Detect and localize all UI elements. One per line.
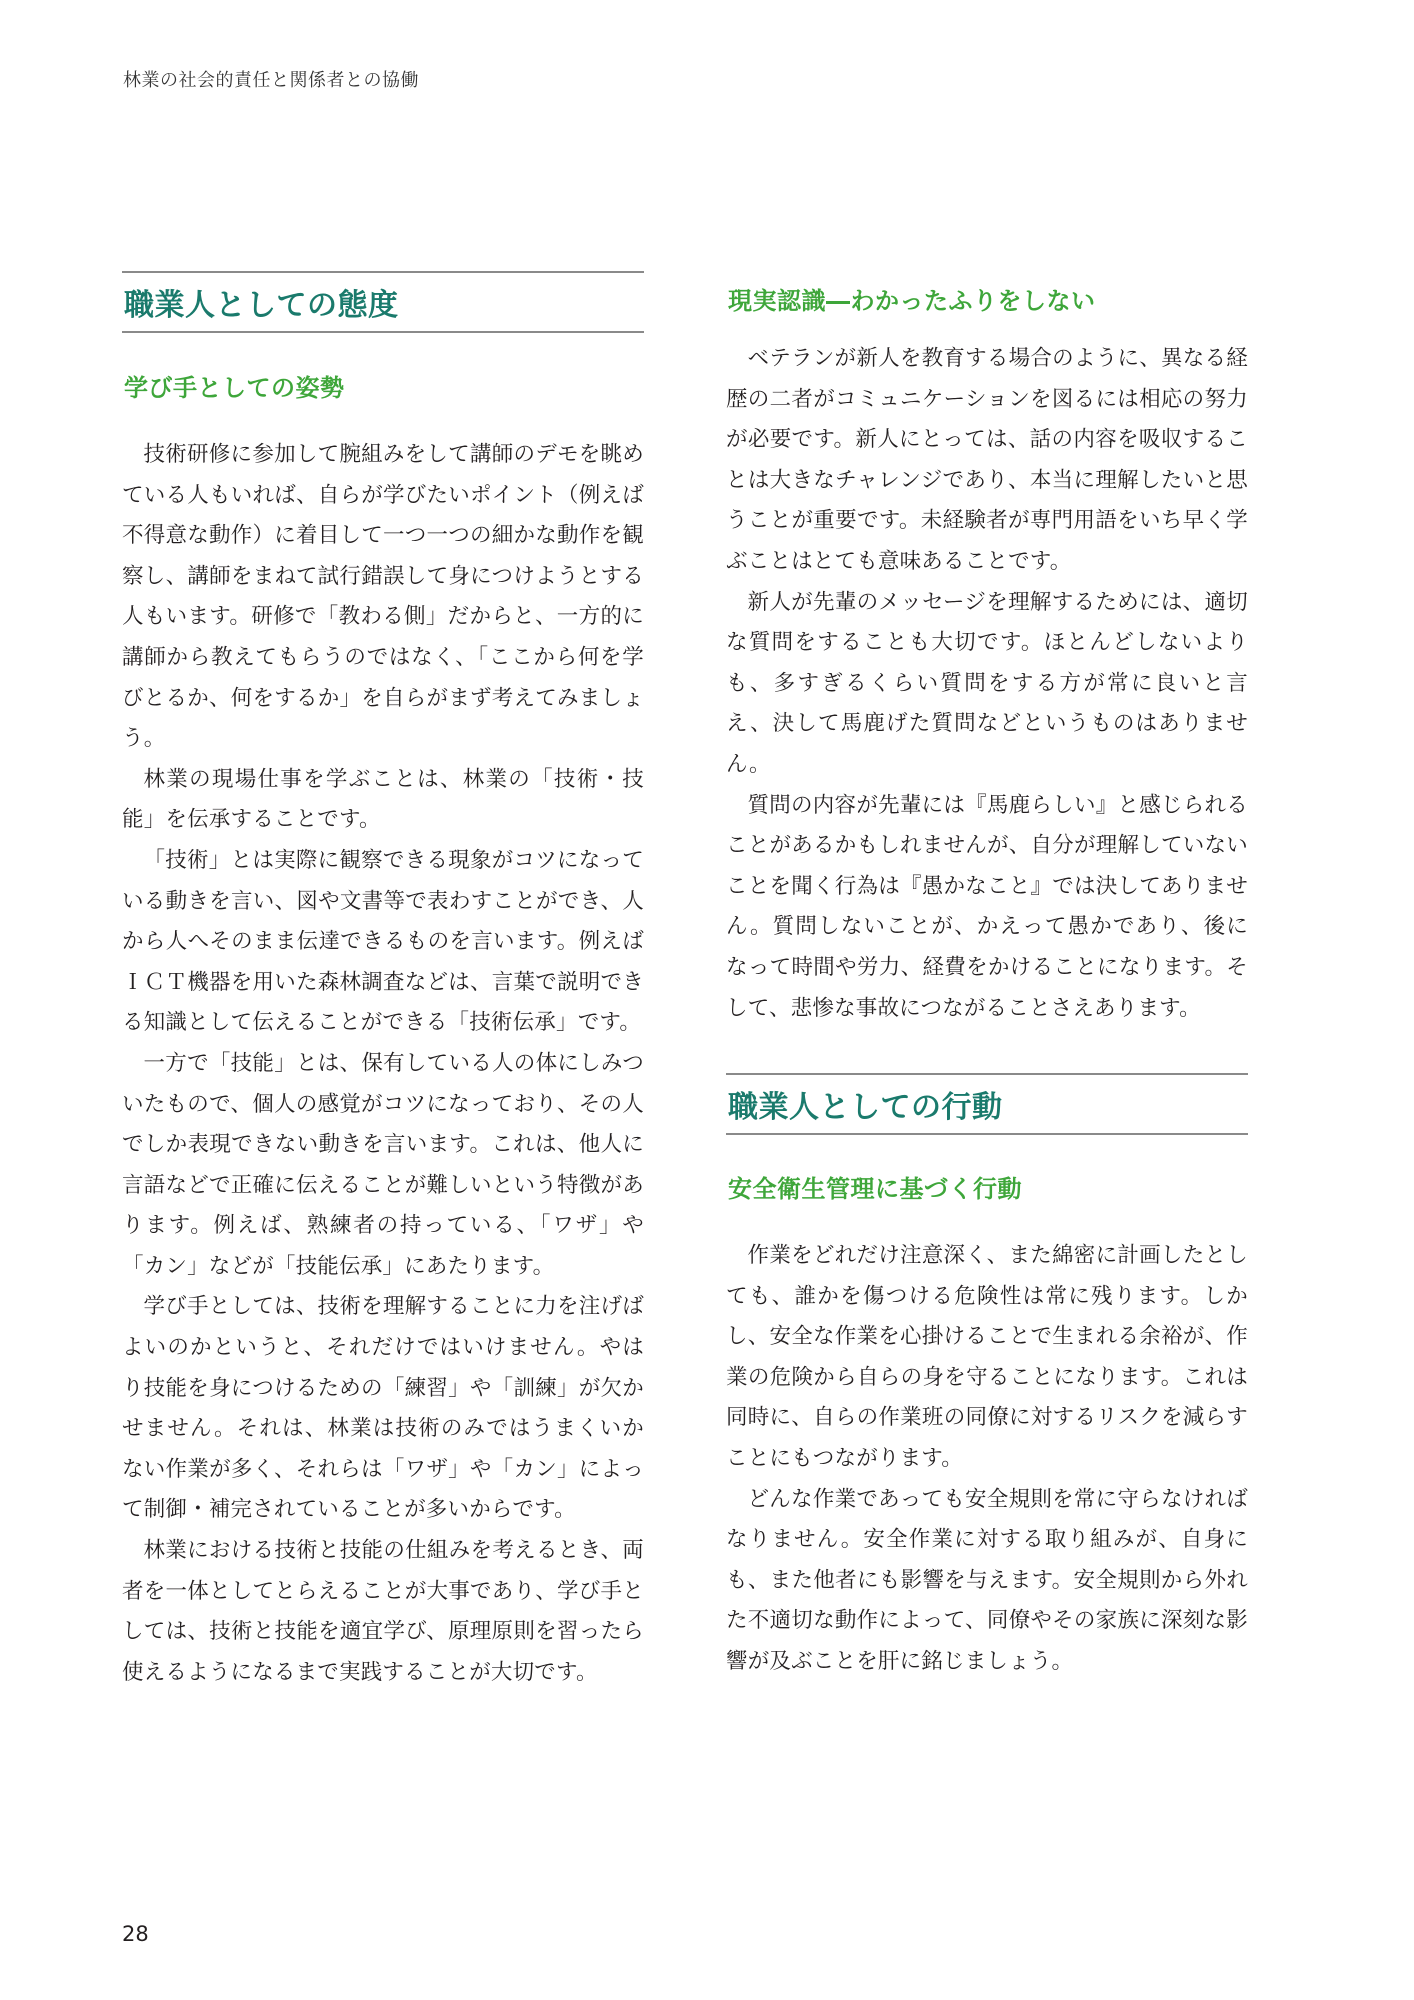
paragraph: 林業の現場仕事を学ぶことは、林業の「技術・技能」を伝承することです。 [122,766,644,833]
section-title-behavior [726,1073,1248,1135]
paragraph: 作業をどれだけ注意深く、また綿密に計画したとしても、誰かを傷つける危険性は常に残ります。しかし、安全な作業を心掛けることで生まれる余裕が、作業の危険から自らの身を守ることになります。これは同時に、自らの作業班の同僚に対するリスクを減らすことにもつながります。 [726,1243,1248,1472]
paragraph: 林業における技術と技能の仕組みを考えるとき、両者を一体としてとらえることが大事であり、学び手としては、技術と技能を適宜学び、原理原則を習ったら使えるようになるまで実践することが大切です。 [122,1538,644,1685]
right-column [726,271,1248,1683]
left-column [122,271,644,1693]
page-number: 28 [122,1922,149,1946]
paragraph: ベテランが新人を教育する場合のように、異なる経歴の二者がコミュニケーションを図るには相応の努力が必要です。新人にとっては、話の内容を吸収することは大きなチャレンジであり、本当に理解したいと思うことが重要です。未経験者が専門用語をいち早く学ぶことはとても意味あることです。 [726,346,1248,574]
paragraph: 「技術」とは実際に観察できる現象がコツになっている動きを言い、図や文書等で表わすことができ、人から人へそのまま伝達できるものを言います。例えばＩＣＴ機器を用いた森林調査などは、言葉で説明できる知識として伝えることができる「技術伝承」です。 [122,847,644,1036]
section-title-text: 職業人としての行動 [728,1090,1003,1126]
subsection-title-learner: 学び手としての姿勢 [124,374,345,402]
paragraph: 学び手としては、技術を理解することに力を注げばよいのかというと、それだけではいけません。やはり技能を身につけるための「練習」や「訓練」が欠かせません。それは、林業は技術のみではうまくいかない作業が多く、それらは「ワザ」や「カン」によって制御・補完されていることが多いからです。 [122,1294,644,1523]
paragraph: 新人が先輩のメッセージを理解するためには、適切な質問をすることも大切です。ほとんどしないよりも、多すぎるくらい質問をする方が常に良いと言え、決して馬鹿げた質問などというものはありません。 [726,589,1248,777]
paragraph: どんな作業であっても安全規則を常に守らなければなりません。安全作業に対する取り組みが、自身にも、また他者にも影響を与えます。安全規則から外れた不適切な動作によって、同僚やその家族に深刻な影響が及ぶことを肝に銘じましょう。 [726,1486,1248,1675]
paragraph: 質問の内容が先輩には『馬鹿らしい』と感じられることがあるかもしれませんが、自分が理解していないことを聞く行為は『愚かなこと』では決してありません。質問しないことが、かえって愚かであり、後になって時間や労力、経費をかけることになります。そして、悲惨な事故につながることさえあります。 [726,792,1248,1021]
section-title-attitude [122,271,644,333]
paragraph: 技術研修に参加して腕組みをして講師のデモを眺めている人もいれば、自らが学びたいポイント（例えば不得意な動作）に着目して一つ一つの細かな動作を観察し、講師をまねて試行錯誤して身につけようとする人もいます。研修で「教わる側」だからと、一方的に講師から教えてもらうのではなく、「ここから何を学びとるか、何をするか」を自らがまず考えてみましょう。 [122,442,644,752]
running-header: 林業の社会的責任と関係者との協働 [123,70,419,91]
subsection-title-reality: 現実認識―わかったふりをしない [728,287,1096,315]
paragraph: 一方で「技能」とは、保有している人の体にしみついたもので、個人の感覚がコツになっており、その人でしか表現できない動きを言います。これは、他人に言語などで正確に伝えることが難しいという特徴があります。例えば、熟練者の持っている、「ワザ」や「カン」などが「技能伝承」にあたります。 [122,1050,644,1279]
section-title-text: 職業人としての態度 [124,288,399,323]
subsection-title-safety: 安全衛生管理に基づく行動 [728,1175,1022,1204]
